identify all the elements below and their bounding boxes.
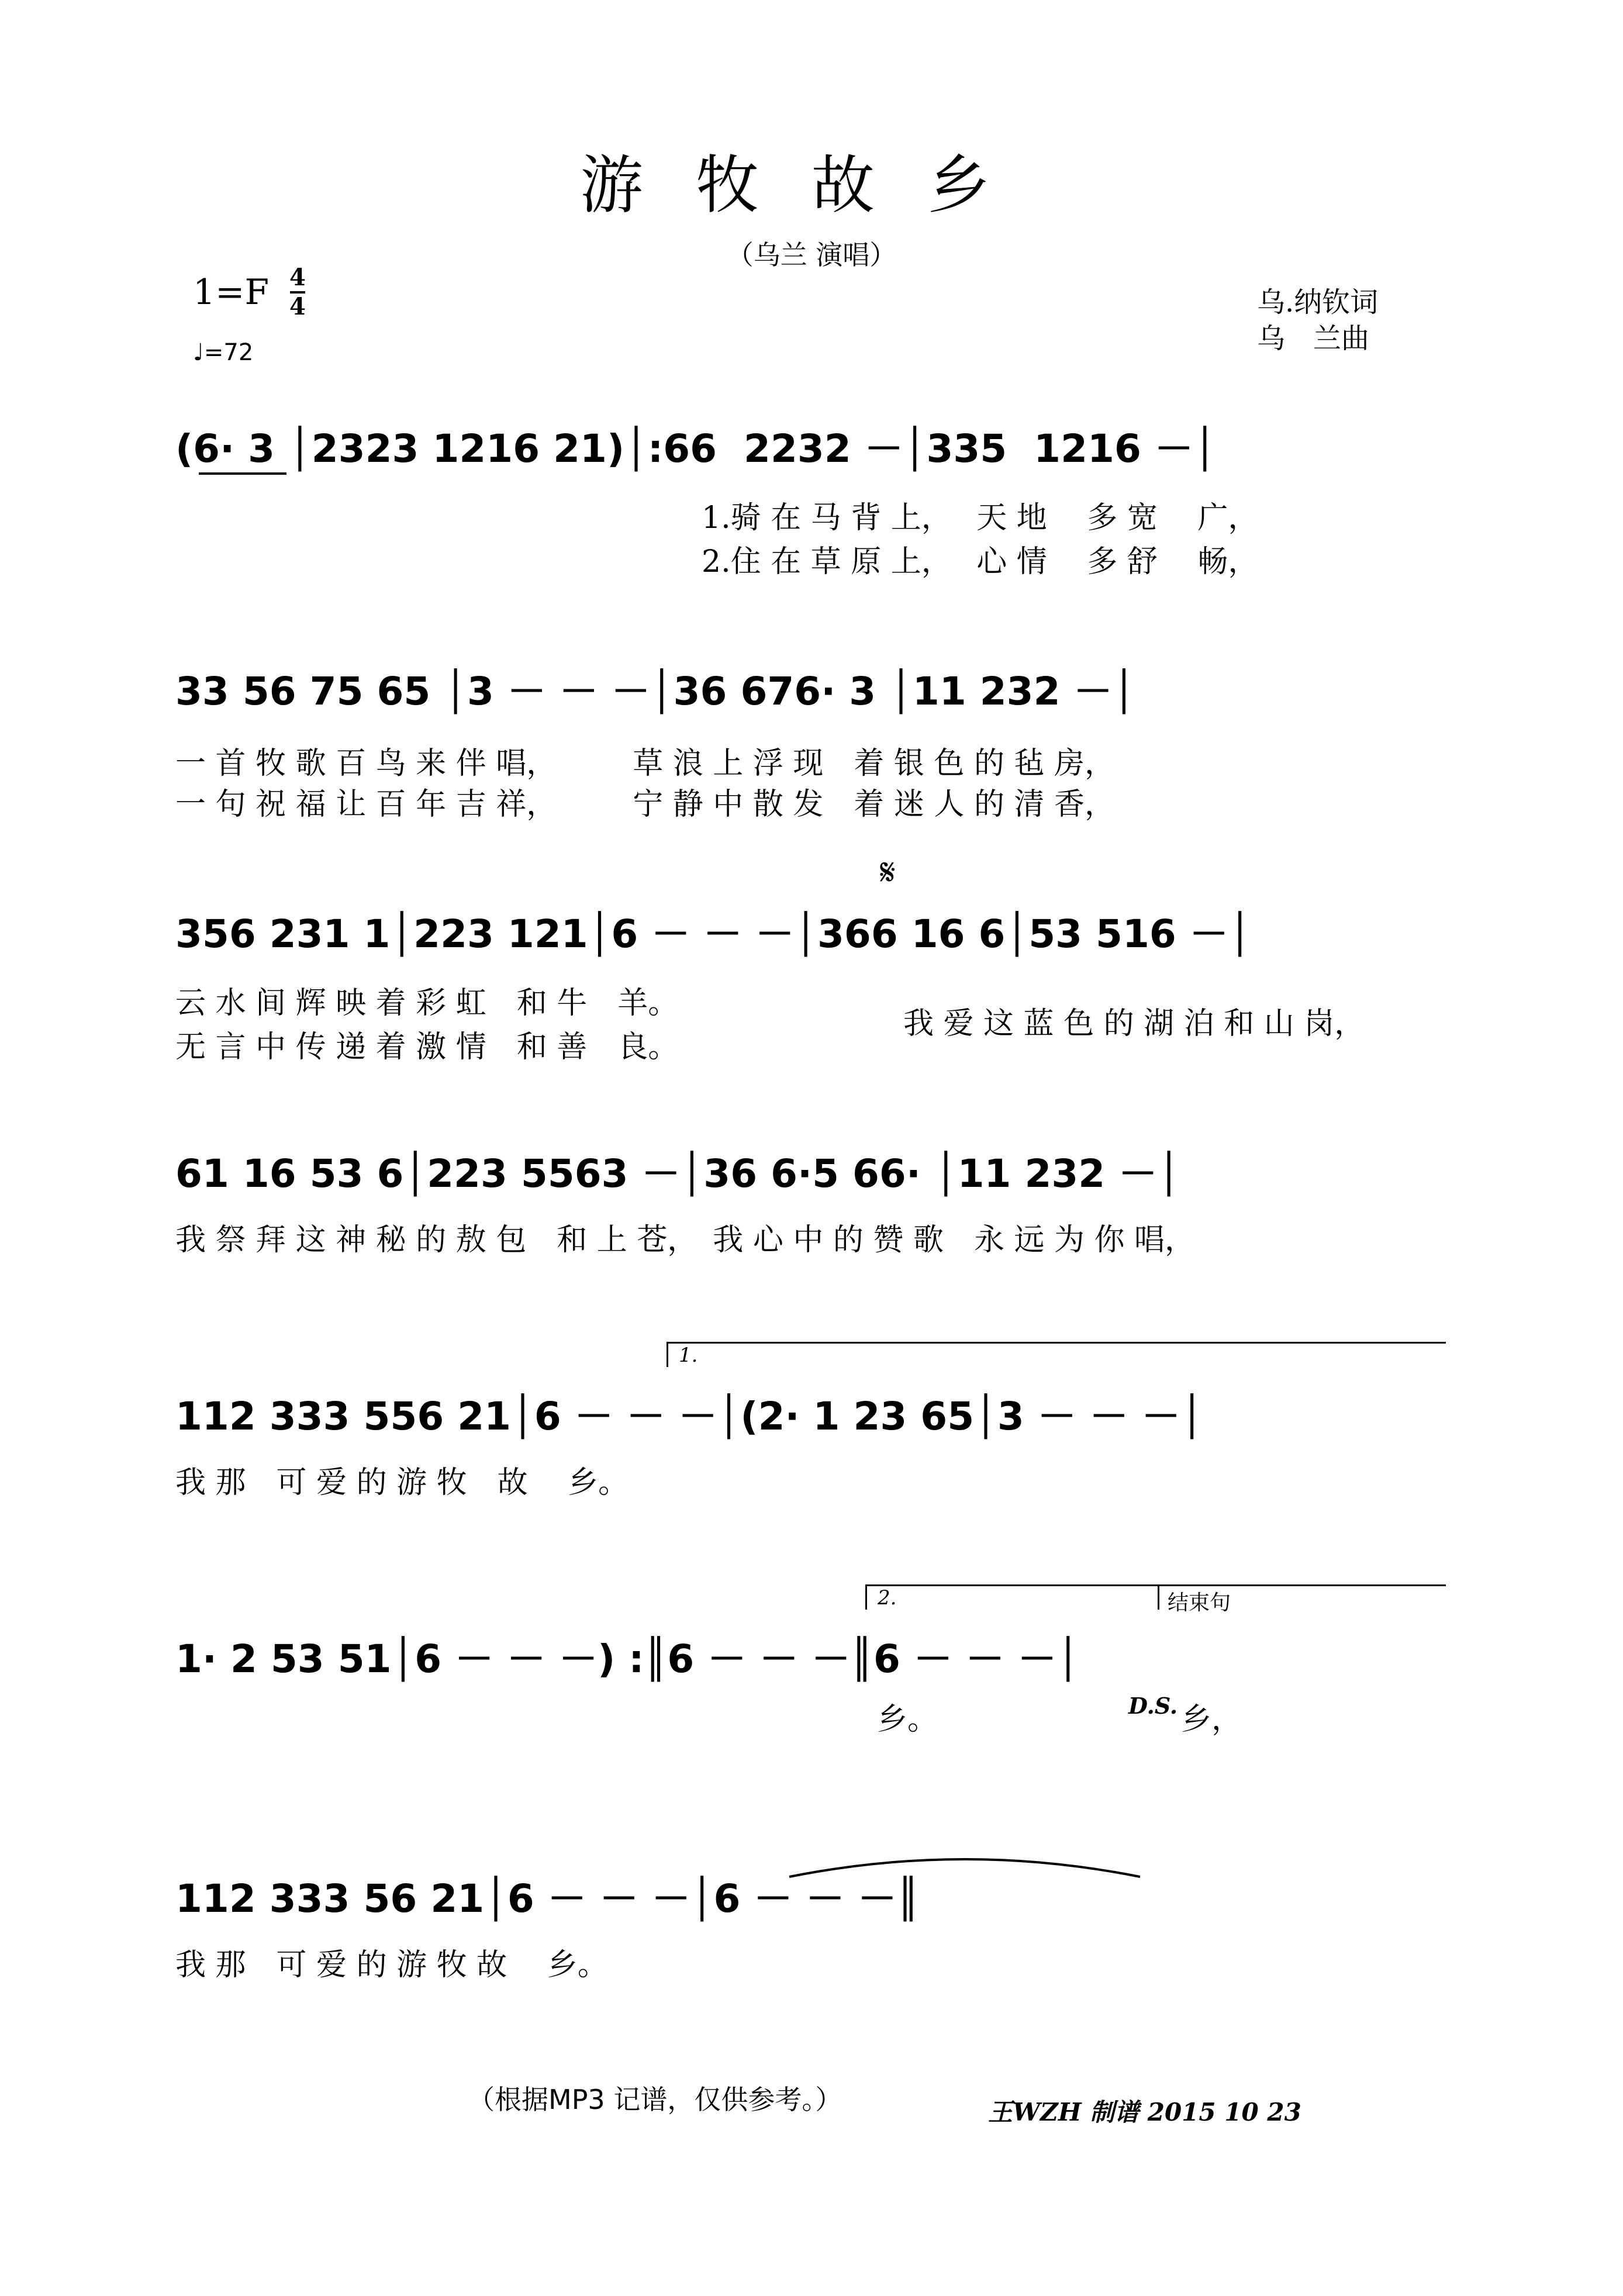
score-row-1-notes: (6· 3 │2323 1216 21)│:66 2232 －│335 1216 －│ bbox=[175, 426, 1217, 471]
footer-note: （根据MP3 记谱，仅供参考。） bbox=[468, 2084, 842, 2115]
score-row-6-lyric-2: 乡， bbox=[1181, 1702, 1242, 1737]
transcriber-signature: 王WZH 制谱 2015 10 23 bbox=[988, 2098, 1301, 2126]
score-row-4-notes: 61 16 53 6│223 5563 －│36 6·5 66· │11 232 －│ bbox=[175, 1151, 1180, 1196]
volta-1-bracket bbox=[667, 1342, 1446, 1367]
segno-mark: 𝄋 bbox=[880, 851, 896, 893]
score-row-3-lyric-2: 无 言 中 传 递 着 激 情 和 善 良。 bbox=[175, 1030, 679, 1065]
score-row-1-lyric-2: 2.住 在 草 原 上， 心 情 多 舒 畅， bbox=[702, 544, 1259, 579]
underline bbox=[199, 472, 286, 475]
score-row-6-lyric-1: 乡。 bbox=[877, 1702, 938, 1737]
time-numerator: 4 bbox=[289, 264, 306, 291]
score-row-2-notes: 33 56 75 65 │3 － － －│36 676· 3 │11 232 －│ bbox=[175, 669, 1136, 714]
lyricist-credit: 乌.纳钦词 bbox=[1257, 286, 1379, 319]
performer-subtitle: （乌兰 演唱） bbox=[726, 239, 897, 271]
score-row-7-lyric-1: 我 那 可 爱 的 游 牧 故 乡。 bbox=[175, 1948, 608, 1983]
score-row-3-lyric-3: 我 爱 这 蓝 色 的 湖 泊 和 山 岗， bbox=[903, 1006, 1365, 1041]
score-row-2-lyric-1: 一 首 牧 歌 百 鸟 来 伴 唱， 草 浪 上 浮 现 着 银 色 的 毡 房， bbox=[175, 746, 1115, 781]
ds-marking: D.S. bbox=[1128, 1693, 1178, 1719]
ending-label: 结束句 bbox=[1168, 1591, 1231, 1615]
score-row-5-lyric-1: 我 那 可 爱 的 游 牧 故 乡。 bbox=[175, 1465, 629, 1500]
score-row-4-lyric-1: 我 祭 拜 这 神 秘 的 敖 包 和 上 苍， 我 心 中 的 赞 歌 永 远 为 你 唱， bbox=[175, 1223, 1196, 1258]
volta-1-label: 1. bbox=[679, 1344, 698, 1367]
key-signature: 1=F bbox=[193, 272, 270, 313]
volta-2-label: 2. bbox=[878, 1586, 897, 1610]
score-row-3-lyric-1: 云 水 间 辉 映 着 彩 虹 和 牛 羊。 bbox=[175, 986, 679, 1021]
score-row-3-notes: 356 231 1│223 121│6 － － －│366 16 6│53 516 －│ bbox=[175, 912, 1252, 957]
tempo-marking: ♩=72 bbox=[193, 339, 254, 366]
score-row-6-notes: 1· 2 53 51│6 － － －) :║6 － － －║6 － － －│ bbox=[175, 1636, 1080, 1682]
time-denominator: 4 bbox=[289, 293, 306, 320]
ending-bracket bbox=[1158, 1584, 1446, 1615]
score-row-1-lyric-1: 1.骑 在 马 背 上， 天 地 多 宽 广， bbox=[702, 500, 1259, 536]
page-title: 游牧故乡 bbox=[579, 149, 1043, 222]
composer-credit: 乌 兰曲 bbox=[1257, 322, 1370, 355]
score-row-7-notes: 112 333 56 21│6 － － －│6 － － －║ bbox=[175, 1876, 920, 1921]
score-row-2-lyric-2: 一 句 祝 福 让 百 年 吉 祥， 宁 静 中 散 发 着 迷 人 的 清 香， bbox=[175, 787, 1115, 822]
score-row-5-notes: 112 333 556 21│6 － － －│(2· 1 23 65│3 － － －│ bbox=[175, 1394, 1204, 1439]
volta-2-bracket bbox=[865, 1584, 1159, 1610]
time-signature bbox=[289, 264, 306, 320]
tie-arc bbox=[783, 1842, 1146, 1883]
